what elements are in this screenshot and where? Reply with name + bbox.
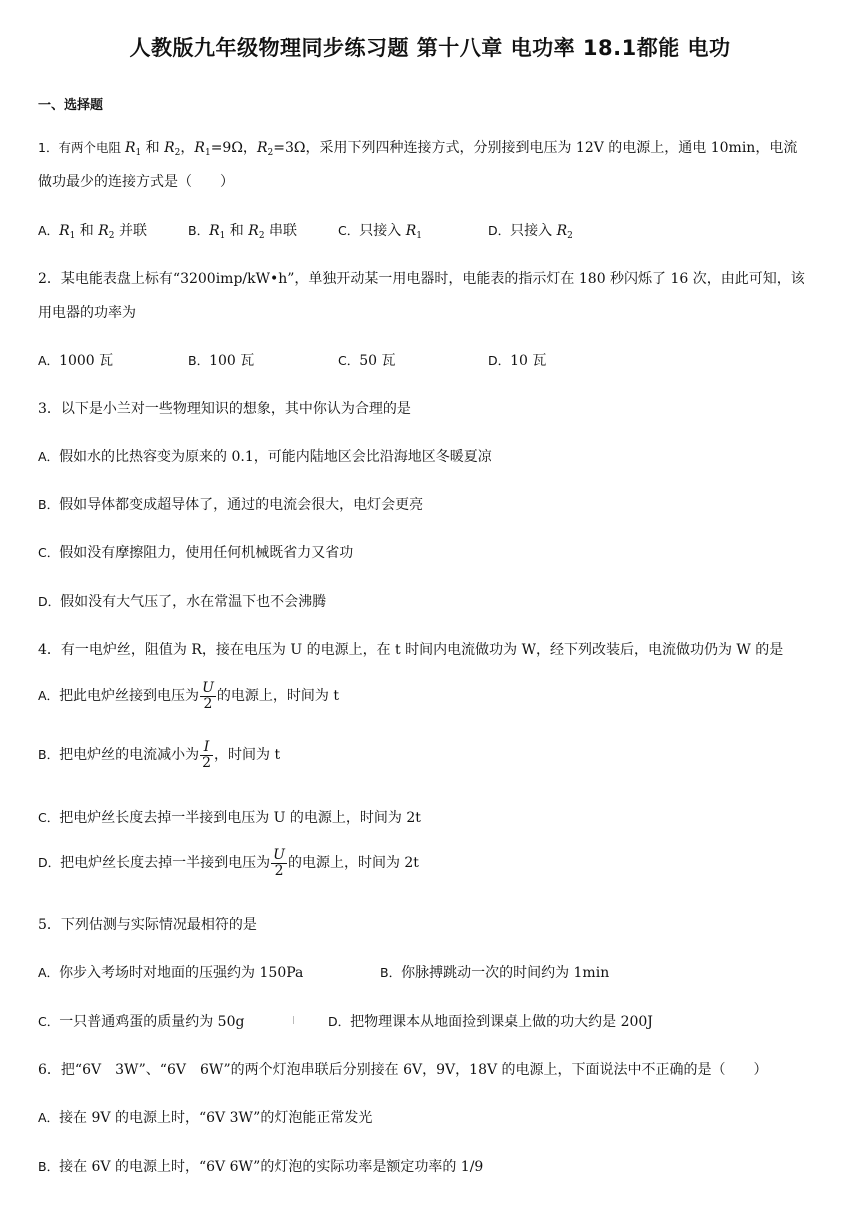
question-2-option-b: B．100 瓦 [188,353,255,369]
question-4-option-a: A．把此电炉丝接到电压为 $\frac{U}{2}$ 的电源上，时间为 t [38,680,339,712]
question-2-option-a: A．1000 瓦 [38,353,114,369]
question-1-option-c: C．只接入 $R_1$ [338,223,422,241]
question-4-stem: 4．有一电炉丝，阻值为 R，接在电压为 U 的电源上，在 t 时间内电流做功为 W，经下列改装后，电流做功仍为 W 的是 [38,642,784,658]
question-1-option-b: B．$R_1$ 和 $R_2$ 串联 [188,223,297,241]
question-4-option-d: D．把电炉丝长度去掉一半接到电压为 $\frac{U}{2}$ 的电源上，时间为 2t [38,847,419,879]
question-1-option-d: D．只接入 $R_2$ [488,223,573,241]
section-heading: 一、选择题 [38,98,104,113]
question-6-option-b: B．接在 6V 的电源上时，“6V 6W”的灯泡的实际功率是额定功率的 1/9 [38,1159,484,1175]
question-6-stem: 6．把“6V 3W”、“6V 6W”的两个灯泡串联后分别接在 6V，9V，18V 的电源上，下面说法中不正确的是（ ） [38,1062,768,1078]
question-1-stem-line-1: 1．有两个电阻 $R_1$ 和 $R_2$，$R_1=9\Omega$，$R_2=3\Omega$，采用下列四种连接方式，分别接到电压为 12V 的电源上，通电 10min，电流 [38,140,798,158]
question-3-option-c: C．假如没有摩擦阻力，使用任何机械既省力又省功 [38,545,354,561]
question-5-option-a: A．你步入考场时对地面的压强约为 150Pa [38,965,304,981]
question-5-option-d: D．把物理课本从地面捡到课桌上做的功大约是 200J [328,1014,653,1030]
question-2-stem-line-1: 2．某电能表盘上标有“3200imp/kW•h”，单独开动某一用电器时，电能表的指示灯在 180 秒闪烁了 16 次，由此可知，该 [38,271,805,287]
question-4-option-c: C．把电炉丝长度去掉一半接到电压为 U 的电源上，时间为 2t [38,810,421,826]
question-3-option-d: D．假如没有大气压了，水在常温下也不会沸腾 [38,594,327,610]
question-5-option-c: C．一只普通鸡蛋的质量约为 50g [38,1014,245,1030]
question-3-stem: 3．以下是小兰对一些物理知识的想象，其中你认为合理的是 [38,401,411,417]
question-2-option-d: D．10 瓦 [488,353,547,369]
question-5-stem: 5．下列估测与实际情况最相符的是 [38,917,257,933]
question-3-option-b: B．假如导体都变成超导体了，通过的电流会很大，电灯会更亮 [38,497,424,513]
fraction-i-over-2: $\frac{I}{2}$ [202,739,211,771]
question-5-option-b: B．你脉搏跳动一次的时间约为 1min [380,965,610,981]
question-2-option-c: C．50 瓦 [338,353,396,369]
question-4-option-b: B．把电炉丝的电流减小为 $\frac{I}{2}$ ，时间为 t [38,739,281,771]
page-title: 人教版九年级物理同步练习题 第十八章 电功率 18.1都能 电功 [129,36,731,60]
stray-mark [293,1016,294,1024]
fraction-u-over-2: $\frac{U}{2}$ [273,847,285,879]
question-6-option-a: A．接在 9V 的电源上时，“6V 3W”的灯泡能正常发光 [38,1110,373,1126]
fraction-u-over-2: $\frac{U}{2}$ [202,680,214,712]
question-2-stem-line-2: 用电器的功率为 [38,305,136,321]
question-3-option-a: A．假如水的比热容变为原来的 0.1，可能内陆地区会比沿海地区冬暖夏凉 [38,449,492,465]
question-1-option-a: A．$R_1$ 和 $R_2$ 并联 [38,223,147,241]
question-1-stem-line-2: 做功最少的连接方式是（ ） [38,174,234,190]
